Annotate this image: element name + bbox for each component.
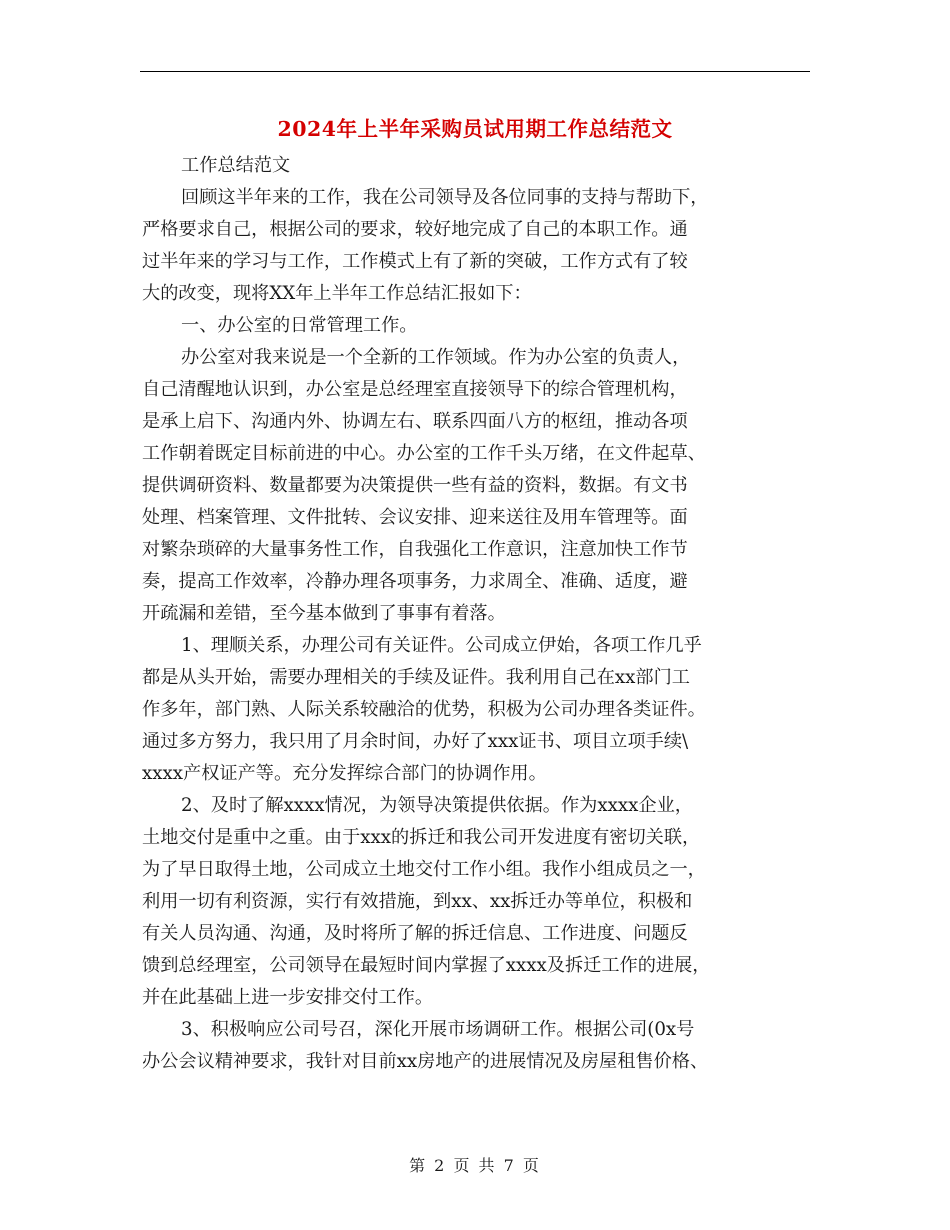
body-text-line: 对繁杂琐碎的大量事务性工作，自我强化工作意识，注意加快工作节	[142, 539, 688, 560]
body-text-line: 有关人员沟通、沟通，及时将所了解的拆迁信息、工作进度、问题反	[142, 923, 688, 944]
document-body	[142, 150, 810, 1078]
body-text-line: 工作朝着既定目标前进的中心。办公室的工作千头万绪，在文件起草、	[142, 443, 706, 464]
body-text-line: 回顾这半年来的工作，我在公司领导及各位同事的支持与帮助下，	[181, 187, 709, 208]
body-text-line: 通过多方努力，我只用了月余时间，办好了xxx证书、项目立项手续\	[142, 731, 689, 752]
body-text-line: 办公室对我来说是一个全新的工作领域。作为办公室的负责人，	[181, 347, 691, 368]
body-text-line: 是承上启下、沟通内外、协调左右、联系四面八方的枢纽，推动各项	[142, 411, 688, 432]
document-title: 2024年上半年采购员试用期工作总结范文	[277, 117, 673, 141]
body-text-line: 工作总结范文	[181, 155, 291, 176]
body-text-line: 严格要求自己，根据公司的要求，较好地完成了自己的本职工作。通	[142, 219, 688, 240]
body-text-line: 并在此基础上进一步安排交付工作。	[142, 987, 434, 1008]
page-number: 第 2 页 共 7 页	[409, 1156, 541, 1175]
body-text-line: 都是从头开始，需要办理相关的手续及证件。我利用自己在xx部门工	[142, 667, 690, 688]
body-text-line: 一、办公室的日常管理工作。	[181, 315, 418, 336]
header-rule	[140, 71, 810, 72]
body-text-line: 奏，提高工作效率，冷静办理各项事务，力求周全、准确、适度，避	[142, 571, 688, 592]
body-text-line: 过半年来的学习与工作，工作模式上有了新的突破，工作方式有了较	[142, 251, 688, 272]
body-text-line: 2、及时了解xxxx情况，为领导决策提供依据。作为xxxx企业，	[181, 795, 693, 816]
body-text-line: 利用一切有利资源，实行有效措施，到xx、xx拆迁办等单位，积极和	[142, 891, 693, 912]
body-text-line: 3、积极响应公司号召，深化开展市场调研工作。根据公司(0x号	[181, 1019, 695, 1040]
body-text-line: 提供调研资料、数量都要为决策提供一些有益的资料，数据。有文书	[142, 475, 688, 496]
body-text-line: 1、理顺关系，办理公司有关证件。公司成立伊始，各项工作几乎	[181, 635, 702, 656]
body-text-line: 处理、档案管理、文件批转、会议安排、迎来送往及用车管理等。面	[142, 507, 688, 528]
body-text-line: 馈到总经理室，公司领导在最短时间内掌握了xxxx及拆迁工作的进展，	[142, 955, 711, 976]
body-text-line: 为了早日取得土地，公司成立土地交付工作小组。我作小组成员之一，	[142, 859, 706, 880]
body-text-line: 自己清醒地认识到，办公室是总经理室直接领导下的综合管理机构，	[142, 379, 688, 400]
body-text-line: 土地交付是重中之重。由于xxx的拆迁和我公司开发进度有密切关联，	[142, 827, 701, 848]
body-text-line: 大的改变，现将XX年上半年工作总结汇报如下：	[142, 283, 532, 304]
body-text-line: 开疏漏和差错，至今基本做到了事事有着落。	[142, 603, 506, 624]
body-text-line: xxxx产权证产等。充分发挥综合部门的协调作用。	[142, 763, 547, 784]
body-text-line: 作多年，部门熟、人际关系较融洽的优势，积极为公司办理各类证件。	[142, 699, 706, 720]
body-text-line: 办公会议精神要求，我针对目前xx房地产的进展情况及房屋租售价格、	[142, 1051, 709, 1072]
